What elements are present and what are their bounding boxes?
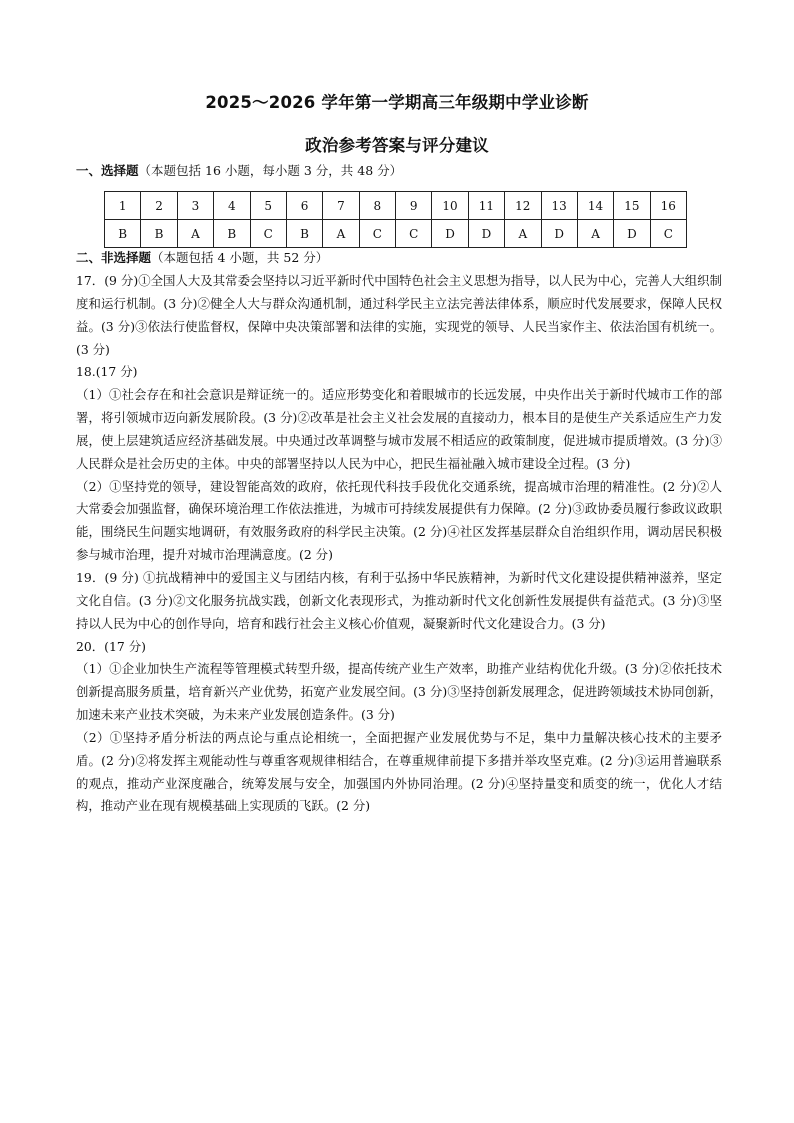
question-number: 10	[432, 192, 468, 220]
answer-cell: B	[141, 220, 177, 248]
section-label: 二、非选择题	[76, 250, 152, 265]
answer-cell: A	[323, 220, 359, 248]
answers-body	[76, 270, 722, 818]
section-label: 一、选择题	[76, 163, 139, 178]
question-number: 15	[614, 192, 650, 220]
question-18-heading: 18.(17 分)	[76, 364, 138, 380]
answer-cell: D	[541, 220, 577, 248]
question-number: 14	[577, 192, 613, 220]
question-number: 5	[250, 192, 286, 220]
answer-cell: C	[650, 220, 686, 248]
question-number: 2	[141, 192, 177, 220]
section-note: （本题包括 16 小题，每小题 3 分，共 48 分）	[138, 163, 403, 178]
question-number: 11	[468, 192, 504, 220]
answer-cell: B	[286, 220, 322, 248]
answer-cell: C	[250, 220, 286, 248]
section-open-questions-heading	[76, 248, 328, 266]
question-18-part1: （1）①社会存在和社会意识是辩证统一的。适应形势变化和着眼城市的长远发展，中央作出关于新时代城市工作的部署，将引领城市迈向新发展阶段。(3 分)②改革是社会主义社会发展的直接动力，根本目的是使生产关系适应生产力发展，使上层建筑适应经济基础发展。中央通过改革调整与城市发展不相适应的政策制度，促进城市提质增效。(3 分)③人民群众是社会历史的主体。中央的部署坚持以人民为中心，把民生福祉融入城市建设全过程。(3 分)	[76, 387, 722, 471]
page-subtitle: 政治参考答案与评分建议	[305, 136, 489, 155]
question-number: 7	[323, 192, 359, 220]
answer-cell: A	[577, 220, 613, 248]
answer-table	[104, 191, 687, 248]
question-17-answer: 17．(9 分)①全国人大及其常委会坚持以习近平新时代中国特色社会主义思想为指导，以人民为中心，完善人大组织制度和运行机制。(3 分)②健全人大与群众沟通机制，通过科学民主立法完善法律体系，顺应时代发展要求，保障人民权益。(3 分)③依法行使监督权，保障中央决策部署和法律的实施，实现党的领导、人民当家作主、依法治国有机统一。(3 分)	[76, 273, 722, 357]
answer-cell: D	[432, 220, 468, 248]
question-20-part2: （2）①坚持矛盾分析法的两点论与重点论相统一，全面把握产业发展优势与不足，集中力量解决核心技术的主要矛盾。(2 分)②将发挥主观能动性与尊重客观规律相结合，在尊重规律前提下多措并举攻坚克难。(2 分)③运用普遍联系的观点，推动产业深度融合，统筹发展与安全，加强国内外协同治理。(2 分)④坚持量变和质变的统一，优化人才结构，推动产业在现有规模基础上实现质的飞跃。(2 分)	[76, 729, 722, 814]
section-note: （本题包括 4 小题，共 52 分）	[151, 250, 329, 265]
answer-cell: D	[614, 220, 650, 248]
question-number: 12	[505, 192, 541, 220]
question-number: 4	[214, 192, 250, 220]
section-multiple-choice-heading	[76, 161, 402, 179]
answer-cell: A	[505, 220, 541, 248]
question-number: 13	[541, 192, 577, 220]
answer-cell: A	[177, 220, 213, 248]
question-20-part1: （1）①企业加快生产流程等管理模式转型升级，提高传统产业生产效率，助推产业结构优化升级。(3 分)②依托技术创新提高服务质量，培育新兴产业优势，拓宽产业发展空间。(3 分)③坚持创新发展理念，促进跨领域技术协同创新，加速未来产业技术突破，为未来产业发展创造条件。(3 分)	[76, 661, 722, 723]
answer-cell: C	[359, 220, 395, 248]
question-number: 6	[286, 192, 322, 220]
question-19-answer: 19．(9 分) ①抗战精神中的爱国主义与团结内核，有利于弘扬中华民族精神，为新时代文化建设提供精神滋养，坚定文化自信。(3 分)②文化服务抗战实践，创新文化表现形式，为推动新时代文化创新性发展提供有益范式。(3 分)③坚持以人民为中心的创作导向，培育和践行社会主义核心价值观，凝聚新时代文化建设合力。(3 分)	[76, 569, 722, 631]
answer-cell: D	[468, 220, 504, 248]
answer-cell: B	[105, 220, 141, 248]
question-number-row	[105, 192, 687, 220]
question-number: 16	[650, 192, 686, 220]
question-number: 9	[396, 192, 432, 220]
question-18-part2: （2）①坚持党的领导，建设智能高效的政府，依托现代科技手段优化交通系统，提高城市治理的精准性。(2 分)②人大常委会加强监督，确保环境治理工作依法推进，为城市可持续发展提供有力保障。(2 分)③政协委员履行参政议政职能，围绕民生问题实地调研，有效服务政府的科学民主决策。(2 分)④社区发挥基层群众自治组织作用，调动居民积极参与城市治理，提升对城市治理满意度。(2 分)	[76, 478, 722, 563]
question-number: 8	[359, 192, 395, 220]
question-number: 3	[177, 192, 213, 220]
question-20-heading: 20．(17 分)	[76, 638, 146, 654]
question-number: 1	[105, 192, 141, 220]
answer-row	[105, 220, 687, 248]
answer-cell: C	[396, 220, 432, 248]
page-title: 2025～2026 学年第一学期高三年级期中学业诊断	[205, 93, 589, 112]
answer-cell: B	[214, 220, 250, 248]
